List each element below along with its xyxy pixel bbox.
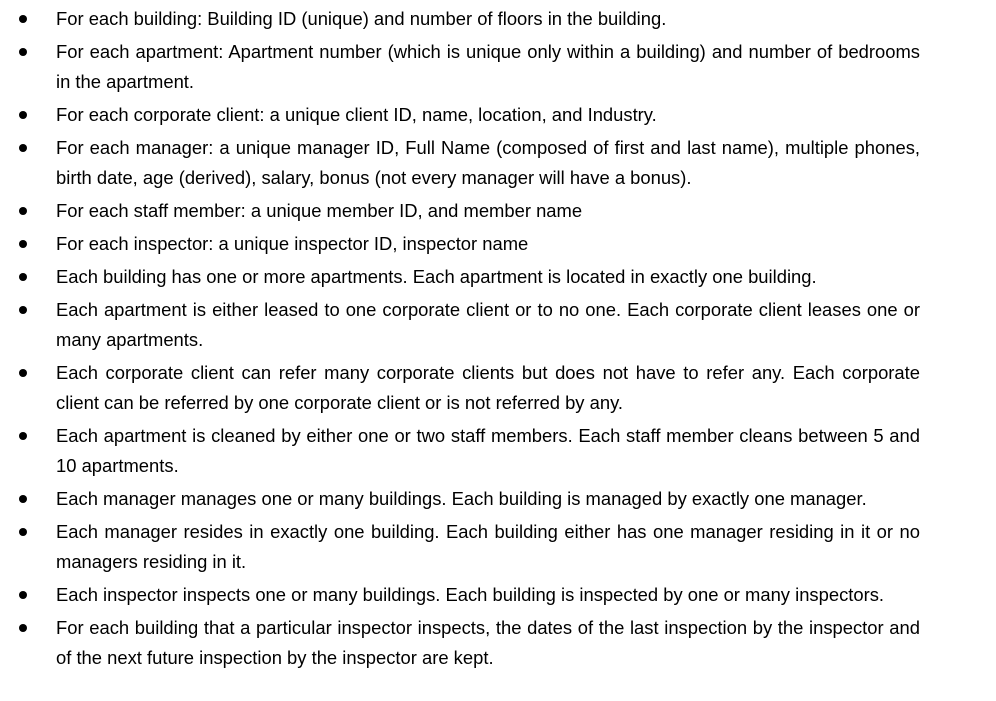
bullet-icon <box>19 144 27 152</box>
list-item-text: For each apartment: Apartment number (which is unique only within a building) and number of bedrooms in the apartment. <box>56 41 920 92</box>
list-item-text: For each inspector: a unique inspector ID, inspector name <box>56 233 529 254</box>
requirements-list <box>0 4 996 673</box>
list-item-text: Each inspector inspects one or many buildings. Each building is inspected by one or many inspectors. <box>56 584 885 605</box>
list-item <box>0 133 920 193</box>
bullet-icon <box>19 273 27 281</box>
bullet-icon <box>19 15 27 23</box>
document-page <box>0 4 996 676</box>
list-item <box>0 517 920 577</box>
bullet-icon <box>19 240 27 248</box>
bullet-icon <box>19 591 27 599</box>
list-item <box>0 484 920 514</box>
bullet-icon <box>19 111 27 119</box>
list-item <box>0 262 920 292</box>
bullet-icon <box>19 306 27 314</box>
list-item <box>0 196 920 226</box>
list-item-text: For each building that a particular inspector inspects, the dates of the last inspection by the inspector and of the next future inspection by the inspector are kept. <box>56 617 920 668</box>
list-item-text: Each apartment is either leased to one corporate client or to no one. Each corporate client leases one or many apartments. <box>56 299 920 350</box>
list-item-text: Each manager resides in exactly one building. Each building either has one manager residing in it or no managers residing in it. <box>56 521 920 572</box>
list-item-text: For each staff member: a unique member ID, and member name <box>56 200 583 221</box>
list-item <box>0 613 920 673</box>
list-item <box>0 580 920 610</box>
bullet-icon <box>19 369 27 377</box>
list-item-text: Each apartment is cleaned by either one or two staff members. Each staff member cleans between 5 and 10 apartments. <box>56 425 920 476</box>
list-item <box>0 358 920 418</box>
list-item <box>0 295 920 355</box>
list-item-text: For each corporate client: a unique client ID, name, location, and Industry. <box>56 104 657 125</box>
list-item <box>0 229 920 259</box>
bullet-icon <box>19 432 27 440</box>
bullet-icon <box>19 495 27 503</box>
list-item <box>0 421 920 481</box>
list-item <box>0 100 920 130</box>
list-item-text: For each manager: a unique manager ID, Full Name (composed of first and last name), multiple phones, birth date, age (derived), salary, bonus (not every manager will have a bonus). <box>56 137 920 188</box>
list-item-text: Each building has one or more apartments. Each apartment is located in exactly one building. <box>56 266 817 287</box>
bullet-icon <box>19 624 27 632</box>
list-item-text: Each corporate client can refer many corporate clients but does not have to refer any. Each corporate client can be referred by one corporate client or is not referred by any. <box>56 362 920 413</box>
bullet-icon <box>19 528 27 536</box>
list-item-text: For each building: Building ID (unique) and number of floors in the building. <box>56 8 667 29</box>
list-item-text: Each manager manages one or many buildings. Each building is managed by exactly one manager. <box>56 488 867 509</box>
list-item <box>0 37 920 97</box>
list-item <box>0 4 920 34</box>
bullet-icon <box>19 48 27 56</box>
bullet-icon <box>19 207 27 215</box>
